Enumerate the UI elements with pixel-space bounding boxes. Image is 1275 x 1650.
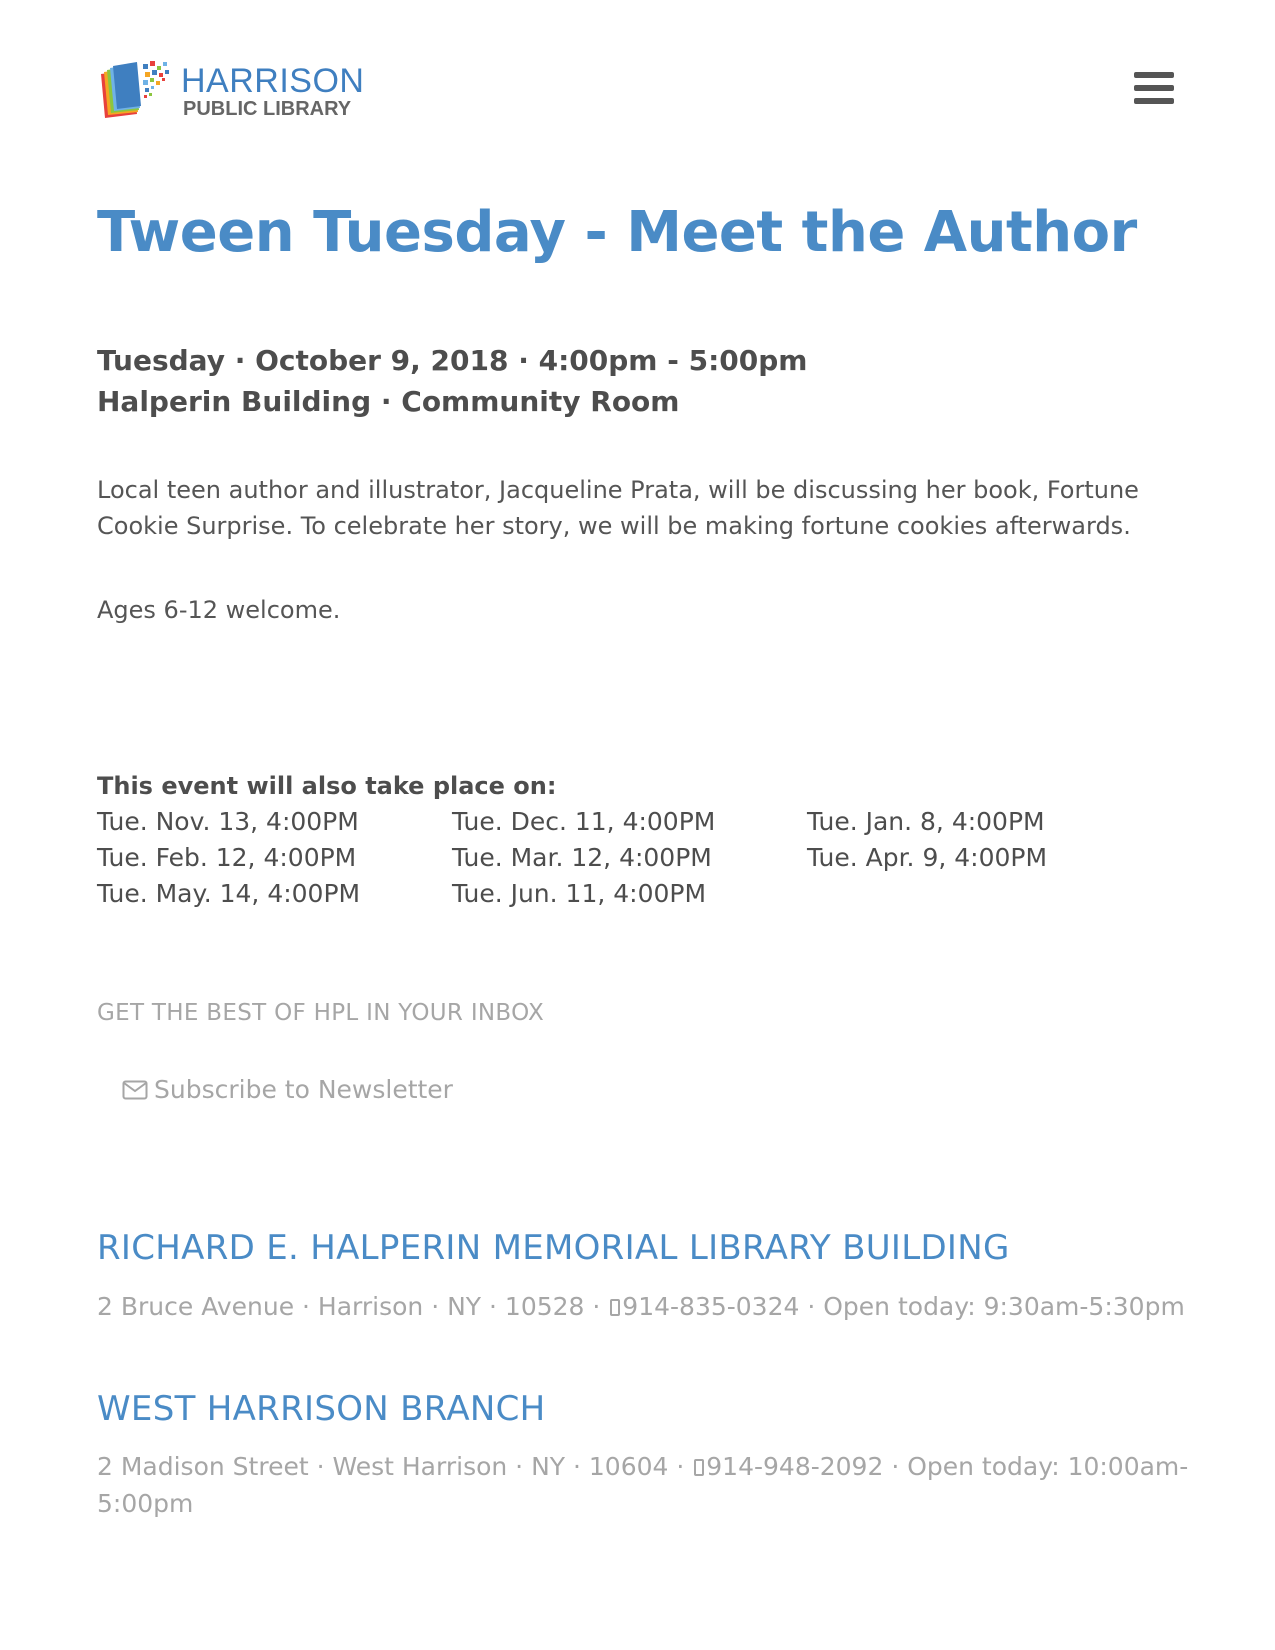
branch-name-west-harrison[interactable]: WEST HARRISON BRANCH (97, 1389, 546, 1429)
recurrence-date: Tue. Jun. 11, 4:00PM (452, 879, 707, 908)
branch-hours: · Open today: 9:30am-5:30pm (799, 1292, 1185, 1321)
branch-address: 2 Bruce Avenue · Harrison · NY · 10528 · (97, 1292, 609, 1321)
recurrence-section (97, 768, 1197, 912)
recurrence-date: Tue. Jan. 8, 4:00PM (807, 807, 1045, 836)
branch-name-halperin[interactable]: RICHARD E. HALPERIN MEMORIAL LIBRARY BUILDING (97, 1228, 1010, 1268)
logo-name: HARRISON (181, 61, 365, 100)
event-location: Halperin Building · Community Room (97, 385, 680, 418)
recurrence-date: Tue. Mar. 12, 4:00PM (452, 843, 712, 872)
branch-phone[interactable]: 914-835-0324 (622, 1292, 800, 1321)
subscribe-newsletter-link[interactable] (122, 1075, 453, 1104)
branch-info-halperin (97, 1288, 1207, 1325)
envelope-icon (122, 1080, 148, 1100)
subscribe-label: Subscribe to Newsletter (154, 1075, 453, 1104)
site-header (97, 58, 1182, 128)
recurrence-date: Tue. Feb. 12, 4:00PM (97, 843, 357, 872)
recurrence-heading: This event will also take place on: (97, 772, 557, 800)
phone-icon (694, 1459, 704, 1476)
phone-icon (610, 1299, 620, 1316)
event-ages: Ages 6-12 welcome. (97, 596, 341, 624)
page-title: Tween Tuesday - Meet the Author (97, 200, 1137, 265)
book-logo-icon (97, 58, 181, 124)
event-meta (97, 340, 807, 422)
event-description: Local teen author and illustrator, Jacqueline Prata, will be discussing her book, Fortune Cookie Surprise. To celebrate her story, we will be making fortune cookies afterwards. (97, 476, 1139, 540)
hamburger-menu-icon[interactable] (1134, 72, 1174, 106)
branch-info-west-harrison (97, 1448, 1207, 1522)
library-logo[interactable] (97, 58, 364, 124)
recurrence-date: Tue. May. 14, 4:00PM (97, 879, 361, 908)
branch-phone[interactable]: 914-948-2092 (706, 1452, 884, 1481)
logo-text (181, 61, 365, 120)
event-datetime: Tuesday · October 9, 2018 · 4:00pm - 5:00pm (97, 344, 808, 377)
recurrence-date: Tue. Dec. 11, 4:00PM (452, 807, 716, 836)
recurrence-date: Tue. Nov. 13, 4:00PM (97, 807, 359, 836)
logo-subtitle: PUBLIC LIBRARY (183, 97, 352, 120)
recurrence-date: Tue. Apr. 9, 4:00PM (807, 843, 1048, 872)
branch-hours: · Open today: 10:00am-5:00pm (97, 1452, 1189, 1518)
branch-address: 2 Madison Street · West Harrison · NY · 10604 · (97, 1452, 693, 1481)
recurrence-dates (97, 804, 1197, 912)
newsletter-heading: GET THE BEST OF HPL IN YOUR INBOX (97, 1000, 545, 1026)
